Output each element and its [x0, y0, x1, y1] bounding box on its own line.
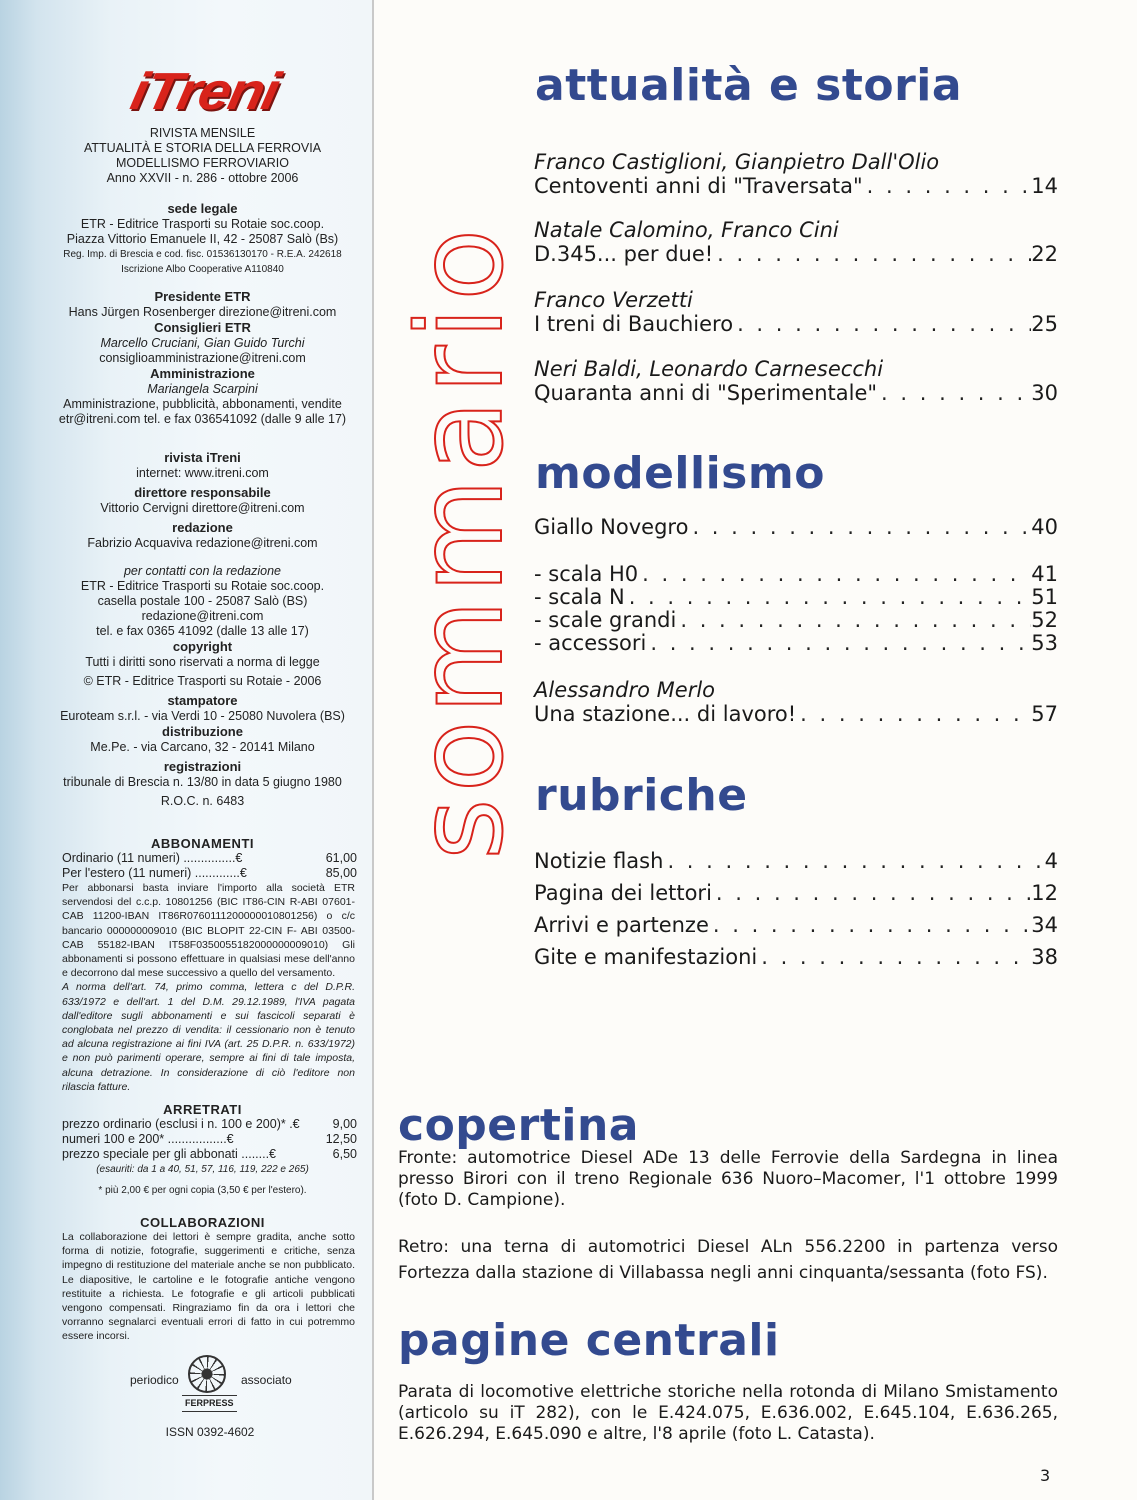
price-row — [40, 1117, 365, 1132]
heading: copyright — [172, 639, 233, 654]
arretrati — [40, 1102, 365, 1198]
text-line: Marcello Cruciani, Gian Guido Turchi — [100, 336, 305, 350]
price-label: prezzo speciale per gli abbonati ........€ — [62, 1147, 277, 1161]
heading: ARRETRATI — [163, 1102, 242, 1117]
text-line: Amministrazione, pubblicità, abbonamenti, vendite — [63, 397, 342, 411]
price-row — [40, 866, 365, 881]
esauriti-note: (esauriti: da 1 a 40, 51, 57, 116, 119, 222 e 265) — [96, 1164, 309, 1175]
entry-title: - scala H0 — [534, 562, 639, 586]
text-line: ETR - Editrice Trasporti su Rotaie soc.coop. — [80, 217, 325, 231]
colophon-column — [0, 0, 374, 1500]
heading: distribuzione — [162, 724, 243, 739]
price-label: numeri 100 e 200* .................€ — [62, 1132, 234, 1146]
entry-title: Gite e manifestazioni — [534, 945, 758, 969]
text-line: Piazza Vittorio Emanuele II, 42 - 25087 Salò (Bs) — [66, 232, 339, 246]
associato-label: periodico — [130, 1373, 179, 1387]
leader-dots — [638, 563, 1031, 586]
text-line: internet: www.itreni.com — [136, 466, 269, 480]
abbonamenti — [40, 836, 365, 1094]
toc-entry[interactable] — [534, 288, 1058, 336]
price-value: 61,00 — [325, 851, 357, 865]
entry-authors: Franco Castiglioni, Gianpietro Dall'Olio — [534, 150, 940, 174]
iva-note: A norma dell'art. 74, primo comma, lettera c del D.P.R. 633/1972 e dell'art. 1 del D.M. 29.12.1989, l'IVA pagata dall'editore sugli abbonamenti e sui fascicoli separati è conglobata nel prezzo di vendita: il cessionario non è tenuto ad alcuna registrazione ai fini IVA (art. 25 D.P.R. n. 633/1972) e non può parimenti operare, sempre ai fini di tale imposta, alcuna detrazione. In considerazione di ciò l'editore non rilascia fatture. — [62, 981, 355, 1093]
leader-dots — [713, 242, 1031, 266]
price-label: Ordinario (11 numeri) ...............€ — [62, 851, 243, 865]
text-line: etr@itreni.com tel. e fax 036541092 (dalle 9 alle 17) — [58, 412, 347, 426]
entry-authors: Neri Baldi, Leonardo Carnesecchi — [534, 357, 884, 381]
entry-page: 12 — [1031, 881, 1058, 905]
toc-entry[interactable] — [534, 150, 1058, 198]
price-row — [40, 851, 365, 866]
text-line: tribunale di Brescia n. 13/80 in data 5 giugno 1980 — [63, 775, 342, 789]
associato-label: associato — [241, 1373, 292, 1387]
abbonamenti-text: Per abbonarsi basta inviare l'importo alla società ETR servendosi del c.c.p. 10801256 (BIC IT86-CIN R-ABI 07601-CAB 11200-IBAN IT86R0760111200000010801256) o c/c bancario 000000009010 (BIC BLOPIT 22-CIN F- ABI 03500-CAB 55182-IBAN IT58F0350055182000000009010) Gli abbonamenti si possono effettuare in qualsiasi mese dell'anno e decorrono dal mese successivo a quello del versamento. — [62, 882, 355, 980]
issn: ISSN 0392-4602 — [165, 1425, 255, 1439]
text-line: Hans Jürgen Rosenberger direzione@itreni.com — [68, 305, 337, 319]
heading: rivista iTreni — [164, 450, 241, 465]
text-line: Euroteam s.r.l. - via Verdi 10 - 25080 Nuvolera (BS) — [60, 709, 345, 723]
heading: redazione — [172, 520, 233, 535]
entry-page: 34 — [1031, 913, 1058, 937]
sommario-vertical-title: sommario — [391, 222, 529, 860]
leader-dots — [676, 609, 1031, 632]
toc-line — [534, 381, 1058, 405]
masthead-line: ATTUALITÀ E STORIA DELLA FERROVIA — [83, 141, 322, 155]
entry-page: 14 — [1031, 174, 1058, 198]
pagine-centrali-text: Parata di locomotive elettriche storiche nella rotonda di Milano Smistamento (articolo su iT 282), con le E.424.075, E.636.002, E.645.104, E.636.265, E.626.294, E.645.090 e altre, l'8 aprile (foto L. Catasta). — [398, 1382, 1058, 1444]
leader-dots — [796, 702, 1031, 726]
entry-page: 22 — [1031, 242, 1058, 266]
sede-legale — [40, 201, 365, 277]
list-item[interactable] — [534, 632, 1058, 655]
price-row — [40, 1147, 365, 1162]
heading: stampatore — [167, 693, 238, 708]
leader-dots — [709, 909, 1031, 941]
leader-dots — [688, 516, 1031, 539]
entry-page: 4 — [1044, 849, 1058, 873]
toc-line — [534, 242, 1058, 266]
list-item[interactable] — [534, 877, 1058, 909]
price-label: Per l'estero (11 numeri) .............€ — [62, 866, 247, 880]
toc-entry[interactable] — [534, 357, 1058, 405]
entry-page: 57 — [1031, 702, 1058, 726]
leader-dots — [863, 174, 1032, 198]
list-item[interactable] — [534, 941, 1058, 973]
rubriche-list — [534, 845, 1058, 973]
scale-list — [534, 563, 1058, 655]
price-value: 12,50 — [325, 1132, 357, 1146]
entry-page: 25 — [1031, 312, 1058, 336]
toc-entry[interactable] — [534, 218, 1058, 266]
text-line: per contatti con la redazione — [123, 564, 282, 578]
entry-title: D.345... per due! — [534, 242, 714, 266]
leader-dots — [663, 845, 1044, 877]
leader-dots — [646, 632, 1031, 655]
text-line: redazione@itreni.com — [141, 609, 264, 623]
ferpress-wheel-icon — [188, 1355, 226, 1393]
price-value: 85,00 — [325, 866, 357, 880]
ferpress-badge: FERPRESS — [182, 1395, 237, 1412]
toc-entry[interactable] — [534, 678, 1058, 726]
heading: Amministrazione — [150, 366, 255, 381]
list-item[interactable] — [534, 609, 1058, 632]
text-line: © ETR - Editrice Trasporti su Rotaie - 2006 — [83, 674, 322, 688]
text-line: Fabrizio Acquaviva redazione@itreni.com — [87, 536, 318, 550]
entry-title: Quaranta anni di "Sperimentale" — [534, 381, 878, 405]
entry-authors: Alessandro Merlo — [534, 678, 716, 702]
section-title-copertina: copertina — [398, 1100, 639, 1151]
entry-title: - scale grandi — [534, 608, 677, 632]
masthead — [40, 126, 365, 186]
entry-page: 40 — [1031, 515, 1058, 539]
entry-title: Notizie flash — [534, 849, 664, 873]
masthead-issue: Anno XXVII - n. 286 - ottobre 2006 — [106, 171, 299, 185]
collaborazioni — [40, 1215, 365, 1344]
leader-dots — [712, 877, 1031, 909]
text-line: Mariangela Scarpini — [147, 382, 258, 396]
price-value: 6,50 — [332, 1147, 357, 1161]
leader-dots — [877, 381, 1031, 405]
heading: direttore responsabile — [134, 485, 271, 500]
leader-dots — [733, 312, 1031, 336]
page-number: 3 — [1040, 1466, 1051, 1485]
arretrati-note: * più 2,00 € per ogni copia (3,50 € per l'estero). — [98, 1185, 307, 1196]
section-title-attualita: attualità e storia — [535, 60, 963, 111]
entry-page: 41 — [1031, 562, 1058, 586]
section-title-rubriche: rubriche — [535, 770, 748, 821]
masthead-line: RIVISTA MENSILE — [149, 126, 256, 140]
text-line: Reg. Imp. di Brescia e cod. fisc. 01536130170 - R.E.A. 242618 — [63, 249, 342, 260]
list-item[interactable] — [534, 586, 1058, 609]
heading: registrazioni — [163, 759, 242, 774]
entry-title: Pagina dei lettori — [534, 881, 712, 905]
section-title-pagine-centrali: pagine centrali — [398, 1315, 780, 1366]
leader-dots — [757, 941, 1031, 973]
toc-line — [534, 312, 1058, 336]
heading: ABBONAMENTI — [151, 836, 254, 851]
text-line: tel. e fax 0365 41092 (dalle 13 alle 17) — [96, 624, 309, 638]
collaborazioni-text: La collaborazione dei lettori è sempre gradita, anche sotto forma di notizie, fotografie, suggerimenti e critiche, senza impegno di restituzione del materiale anche se non pubblicato. Le diapositive, le cartoline e le fotografie antiche vengono restituite a richiesta. Le fotografie e gli articoli pubblicati vengono compensati. Ringraziamo fin da ora i lettori che vorranno segnalarci eventuali errori di fatto in cui potremmo essere incorsi. — [62, 1231, 355, 1343]
entry-title: I treni di Bauchiero — [534, 312, 734, 336]
itreni-logo: iTreni — [125, 62, 284, 121]
heading: sede legale — [167, 201, 238, 216]
entry-page: 52 — [1031, 608, 1058, 632]
entry-title: Giallo Novegro — [534, 515, 689, 539]
text-line: R.O.C. n. 6483 — [160, 794, 245, 808]
entry-title: Centoventi anni di "Traversata" — [534, 174, 863, 198]
ferpress-association — [130, 1355, 300, 1415]
text-line: Iscrizione Albo Cooperative A110840 — [121, 264, 284, 275]
leader-dots — [625, 586, 1032, 609]
section-title-modellismo: modellismo — [535, 448, 825, 499]
text-line: Tutti i diritti sono riservati a norma di legge — [85, 655, 320, 669]
entry-authors: Franco Verzetti — [534, 288, 693, 312]
entry-page: 30 — [1031, 381, 1058, 405]
entry-title: - accessori — [534, 631, 647, 655]
heading: Consiglieri ETR — [154, 320, 251, 335]
entry-title: Una stazione... di lavoro! — [534, 702, 797, 726]
entry-page: 51 — [1031, 585, 1058, 609]
list-item[interactable] — [534, 845, 1058, 877]
copertina-retro: Retro: una terna di automotrici Diesel ALn 556.2200 in partenza verso Fortezza dalla stazione di Villabassa negli anni cinquanta/sessanta (foto FS). — [398, 1237, 1058, 1283]
toc-line — [534, 174, 1058, 198]
list-item[interactable] — [534, 563, 1058, 586]
heading: COLLABORAZIONI — [140, 1215, 265, 1230]
text-line: ETR - Editrice Trasporti su Rotaie soc.coop. — [80, 579, 325, 593]
entry-page: 38 — [1031, 945, 1058, 969]
masthead-line: MODELLISMO FERROVIARIO — [116, 156, 289, 170]
text-line: casella postale 100 - 25087 Salò (BS) — [97, 594, 308, 608]
contatti-redazione — [40, 564, 365, 809]
copertina-fronte: Fronte: automotrice Diesel ADe 13 delle Ferrovie della Sardegna in linea presso Birori con il treno Regionale 636 Nuoro–Macomer, l'1 ottobre 1999 (foto D. Campione). — [398, 1148, 1058, 1210]
list-item[interactable] — [534, 909, 1058, 941]
entry-title: - scala N — [534, 585, 625, 609]
text-line: Vittorio Cervigni direttore@itreni.com — [100, 501, 305, 515]
entry-authors: Natale Calomino, Franco Cini — [534, 218, 839, 242]
text-line: Me.Pe. - via Carcano, 32 - 20141 Milano — [90, 740, 315, 754]
price-row — [40, 1132, 365, 1147]
toc-line — [534, 702, 1058, 726]
heading: Presidente ETR — [154, 289, 251, 304]
presidente — [40, 289, 365, 427]
text-line: consiglioamministrazione@itreni.com — [99, 351, 306, 365]
rivista-info — [40, 450, 365, 551]
toc-line — [534, 516, 1058, 539]
entry-title: Arrivi e partenze — [534, 913, 709, 937]
price-label: prezzo ordinario (esclusi i n. 100 e 200)* .€ — [62, 1117, 300, 1131]
price-value: 9,00 — [332, 1117, 357, 1131]
entry-page: 53 — [1031, 631, 1058, 655]
toc-entry[interactable] — [534, 516, 1058, 539]
